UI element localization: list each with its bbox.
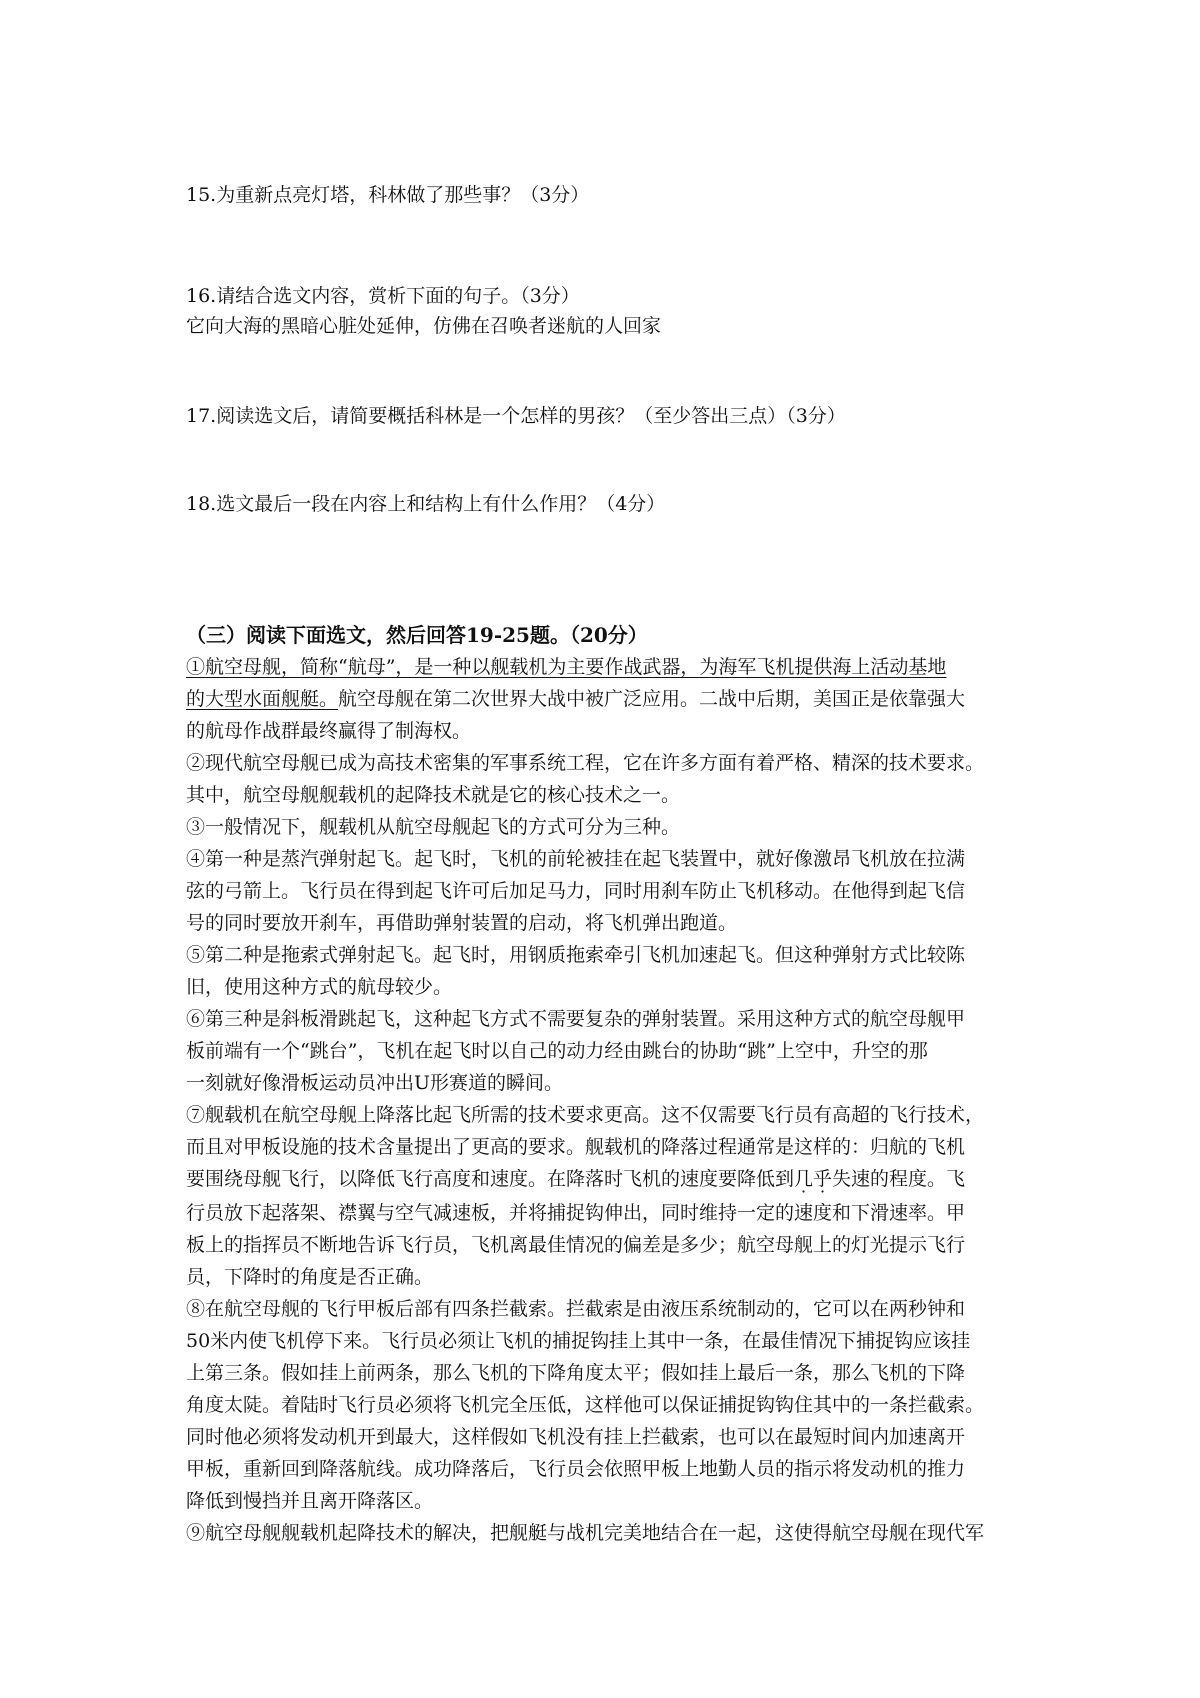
question-15: 15.为重新点亮灯塔，科林做了那些事？（3分）: [186, 184, 590, 206]
passage-line: 的航母作战群最终赢得了制海权。: [186, 720, 472, 742]
passage-line: 板上的指挥员不断地告诉飞行员，飞机离最佳情况的偏差是多少；航空母舰上的灯光提示飞行: [186, 1234, 966, 1256]
passage-line: [186, 687, 1066, 711]
emphasis-dot-char: 几: [794, 1168, 814, 1190]
passage-text: 失速的程度。飞: [832, 1168, 966, 1190]
question-17: 17.阅读选文后，请简要概括科林是一个怎样的男孩？（至少答出三点）（3分）: [186, 405, 846, 427]
passage-line: 50米内使飞机停下来。飞行员必须让飞机的捕捉钩挂上其中一条，在最佳情况下捕捉钩应该挂: [186, 1330, 971, 1352]
passage-line: 甲板，重新回到降落航线。成功降落后，飞行员会依照甲板上地勤人员的指示将发动机的推力: [186, 1458, 966, 1480]
passage-line: 而且对甲板设施的技术含量提出了更高的要求。舰载机的降落过程通常是这样的：归航的飞机: [186, 1136, 966, 1158]
passage-line: 同时他必须将发动机开到最大，这样假如飞机没有挂上拦截索，也可以在最短时间内加速离开: [186, 1426, 966, 1448]
passage-line: ④第一种是蒸汽弹射起飞。起飞时，飞机的前轮被挂在起飞装置中，就好像激昂飞机放在拉满: [186, 848, 966, 870]
question-16-quote: 它向大海的黑暗心脏处延伸，仿佛在召唤者迷航的人回家: [186, 315, 662, 337]
passage-line: 上第三条。假如挂上前两条，那么飞机的下降角度太平；假如挂上最后一条，那么飞机的下降: [186, 1362, 966, 1384]
passage-line: ⑦舰载机在航空母舰上降落比起飞所需的技术要求更高。这不仅需要飞行员有高超的飞行技术，: [186, 1104, 985, 1126]
passage-line: 员，下降时的角度是否正确。: [186, 1266, 434, 1288]
passage-line: 弦的弓箭上。飞行员在得到起飞许可后加足马力，同时用刹车防止飞机移动。在他得到起飞信: [186, 880, 966, 902]
emphasis-dot-char: 乎: [813, 1168, 833, 1190]
passage-line: [186, 655, 1066, 679]
passage-line: ⑨航空母舰舰载机起降技术的解决，把舰艇与战机完美地结合在一起，这使得航空母舰在现代军: [186, 1522, 985, 1544]
underlined-definition: 的大型水面舰艇。: [186, 688, 339, 710]
passage-line: 旧，使用这种方式的航母较少。: [186, 976, 453, 998]
underlined-definition: ①航空母舰，简称“航母”，是一种以舰载机为主要作战武器，为海军飞机提供海上活动基地: [186, 656, 947, 678]
passage-line: 号的同时要放开刹车，再借助弹射装置的启动，将飞机弹出跑道。: [186, 912, 738, 934]
passage-line: ②现代航空母舰已成为高技术密集的军事系统工程，它在许多方面有着严格、精深的技术要求。: [186, 752, 985, 774]
question-18: 18.选文最后一段在内容上和结构上有什么作用？（4分）: [186, 493, 666, 515]
passage-line: 一刻就好像滑板运动员冲出U形赛道的瞬间。: [186, 1072, 564, 1094]
passage-line: ⑤第二种是拖索式弹射起飞。起飞时，用钢质拖索牵引飞机加速起飞。但这种弹射方式比较陈: [186, 944, 966, 966]
passage-text: 航空母舰在第二次世界大战中被广泛应用。二战中后期，美国正是依靠强大: [338, 688, 966, 710]
passage-line: 行员放下起落架、襟翼与空气减速板，并将捕捉钩伸出，同时维持一定的速度和下滑速率。甲: [186, 1202, 966, 1224]
passage-line: 降低到慢挡并且离开降落区。: [186, 1490, 434, 1512]
passage-line: 板前端有一个“跳台”，飞机在起飞时以自己的动力经由跳台的协助“跳”上空中，升空的那: [186, 1040, 928, 1062]
passage-line: ⑧在航空母舰的飞行甲板后部有四条拦截索。拦截索是由液压系统制动的，它可以在两秒钟和: [186, 1298, 966, 1320]
passage-line: ③一般情况下，舰载机从航空母舰起飞的方式可分为三种。: [186, 816, 681, 838]
section-title: （三）阅读下面选文，然后回答19-25题。（20分）: [186, 623, 648, 647]
passage-line: ⑥第三种是斜板滑跳起飞，这种起飞方式不需要复杂的弹射装置。采用这种方式的航空母舰甲: [186, 1008, 966, 1030]
passage-line: 角度太陡。着陆时飞行员必须将飞机完全压低，这样他可以保证捕捉钩钩住其中的一条拦截索。: [186, 1394, 985, 1416]
passage-line: [186, 1167, 1066, 1191]
passage-text: 要围绕母舰飞行，以降低飞行高度和速度。在降落时飞机的速度要降低到: [186, 1168, 795, 1190]
passage-line: 其中，航空母舰舰载机的起降技术就是它的核心技术之一。: [186, 784, 681, 806]
question-16: 16.请结合选文内容，赏析下面的句子。（3分）: [186, 285, 580, 307]
